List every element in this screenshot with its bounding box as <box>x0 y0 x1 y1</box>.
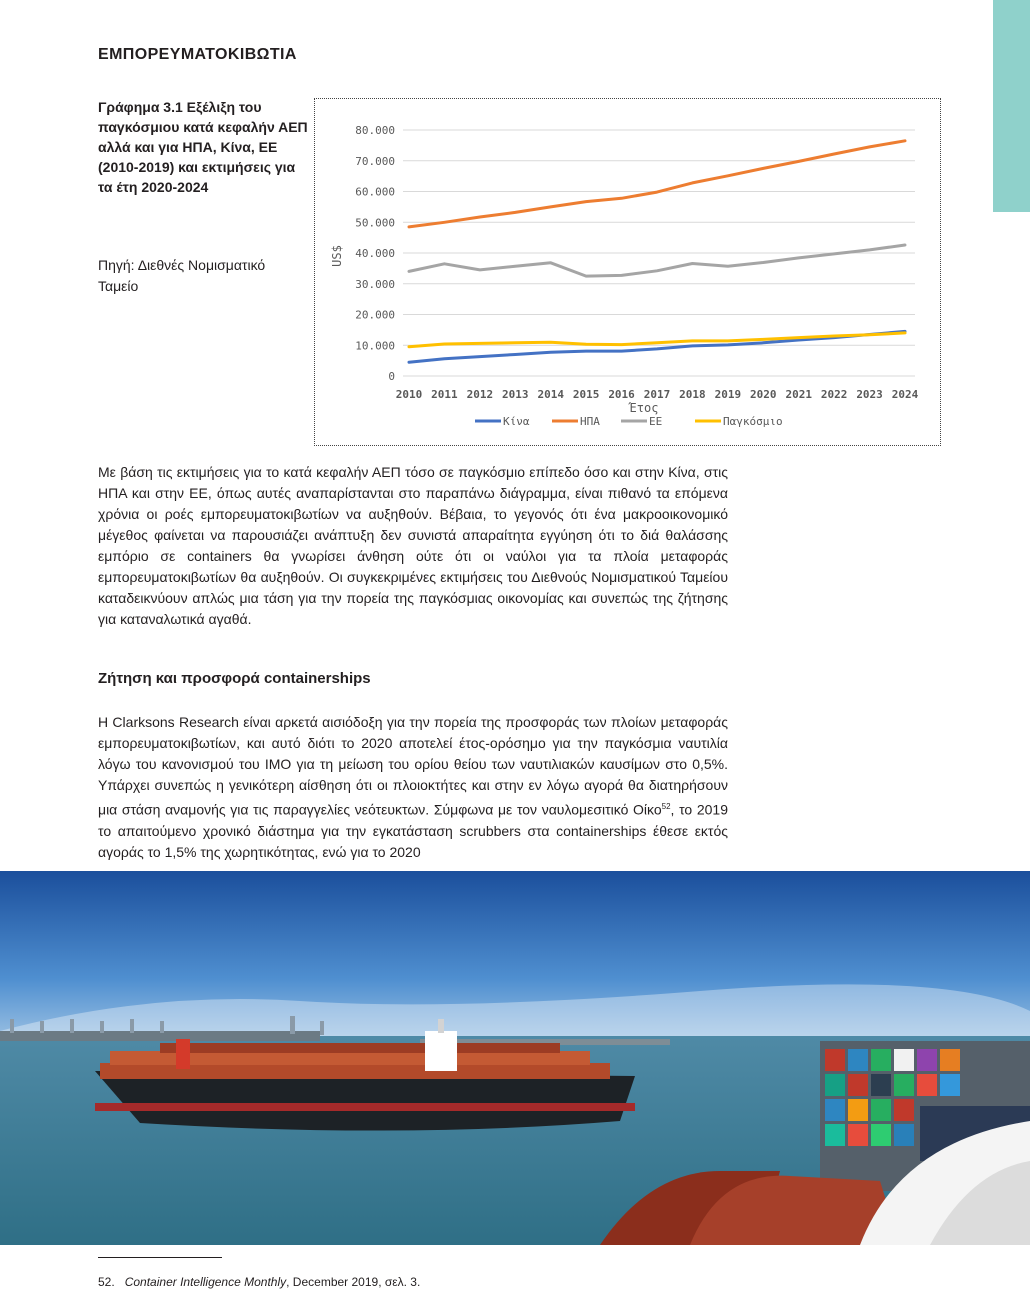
subheading: Ζήτηση και προσφορά containerships <box>98 670 371 687</box>
x-tick-label: 2019 <box>714 388 742 401</box>
x-tick-label: 2020 <box>750 388 777 401</box>
figure-source: Πηγή: Διεθνές Νομισματικό Ταμείο <box>98 257 266 294</box>
footnote-rest: , December 2019, σελ. 3. <box>286 1275 421 1289</box>
paragraph-2 <box>98 712 728 863</box>
y-tick-label: 30.000 <box>355 277 395 291</box>
y-tick-label: 10.000 <box>355 339 395 353</box>
y-tick-label: 40.000 <box>355 247 395 260</box>
x-tick-label: 2016 <box>608 388 635 401</box>
x-tick-label: 2011 <box>431 388 458 401</box>
section-title: ΕΜΠΟΡΕΥΜΑΤΟΚΙΒΩΤΙΑ <box>98 46 297 63</box>
y-tick-label: 20.000 <box>355 308 395 322</box>
x-tick-label: 2024 <box>891 388 919 401</box>
y-axis-title: US$ <box>330 245 344 267</box>
series-line-ΕΕ <box>409 245 905 276</box>
series-line-ΗΠΑ <box>409 141 905 227</box>
figure-caption: Γράφημα 3.1 Εξέλιξη του παγκόσμιου κατά κεφαλήν ΑΕΠ αλλά και για ΗΠΑ, Κίνα, ΕΕ (2010-2019) και εκτιμήσεις για τα έτη 2020-2024 <box>98 99 308 195</box>
chart-frame <box>314 98 941 446</box>
paragraph-2-part-a: Η Clarksons Research είναι αρκετά αισιόδοξη για την πορεία της προσφοράς των πλοίων μεταφοράς εμπορευματοκιβωτίων, και αυτό διότι το 2020 αποτελεί έτος-ορόσημο για την παγκόσμια ναυτιλία λόγω του κανονισμού του IMO για τη μείωση του ορίου θείου των ναυτιλιακών καυσίμων στο 0,5%. Υπάρχει συνεπώς η γενικότερη αίσθηση ότι οι πλοιοκτήτες και στην εν λόγω αγορά θα διατηρήσουν μια στάση αναμονής για τις παραγγελίες νεότευκτων. Σύμφωνα με τον ναυλομεσιτικό Οίκο <box>98 714 728 818</box>
port-photo <box>0 871 1030 1245</box>
x-axis-title: Έτος <box>629 401 659 415</box>
x-tick-label: 2017 <box>643 388 671 401</box>
footnote-number: 52. <box>98 1275 115 1289</box>
paragraph-1: Με βάση τις εκτιμήσεις για το κατά κεφαλήν ΑΕΠ τόσο σε παγκόσμιο επίπεδο όσο και στην Κίνα, στις ΗΠΑ και στην ΕΕ, όπως αυτές αναπαρίστανται στο παραπάνω διάγραμμα, είναι πιθανό τα επόμενα χρόνια οι ροές εμπορευματοκιβωτίων να αυξηθούν. Βέβαια, το γεγονός ότι ένα μακροοικονομικό μέγεθος φαίνεται να παρουσιάζει ανάπτυξη δεν συνιστά απαραίτητα εγγύηση ότι το διά θαλάσσης εμπόριο σε containers θα γνωρίσει άνθηση ούτε ότι οι ναύλοι για τα πλοία μεταφοράς εμπορευματοκιβωτίων θα αυξηθούν. Οι συγκεκριμένες εκτιμήσεις του Διεθνούς Νομισματικού Ταμείου καταδεικνύουν απλώς μια τάση για την πορεία της παγκόσμιας οικονομίας και συνεπώς της ζήτησης για καταναλωτικά αγαθά. <box>98 464 728 627</box>
chapter-tab <box>993 0 1030 212</box>
y-tick-label: 80.000 <box>355 124 395 137</box>
x-tick-label: 2012 <box>466 388 494 401</box>
gdp-line-chart <box>315 99 939 444</box>
x-tick-label: 2022 <box>820 388 848 401</box>
footnote <box>98 1275 420 1289</box>
y-tick-label: 0 <box>388 370 395 383</box>
series-line-Παγκόσμιο <box>409 333 905 347</box>
x-tick-label: 2021 <box>785 388 812 401</box>
x-tick-label: 2015 <box>572 388 600 401</box>
legend-label: ΕΕ <box>649 415 663 428</box>
legend-label: ΗΠΑ <box>580 415 600 428</box>
x-tick-label: 2018 <box>679 388 706 401</box>
footnote-rule <box>98 1257 222 1258</box>
x-tick-label: 2010 <box>395 388 423 401</box>
footnote-ref: 52 <box>661 802 671 811</box>
footnote-journal: Container Intelligence Monthly <box>124 1275 287 1289</box>
paragraph-2-part-b: , το 2019 το απαιτούμενο χρονικό διάστημα για την εγκατάσταση scrubbers στα containerships έθεσε εκτός αγοράς το 1,5% της χωρητικότητας, ενώ για το 2020 <box>98 801 728 860</box>
x-tick-label: 2013 <box>502 388 529 401</box>
y-tick-label: 70.000 <box>355 154 395 168</box>
legend-label: Κίνα <box>503 415 530 428</box>
y-tick-label: 50.000 <box>355 216 395 230</box>
legend-label: Παγκόσμιο <box>723 415 783 428</box>
x-tick-label: 2023 <box>856 388 883 401</box>
y-tick-label: 60.000 <box>355 185 395 199</box>
x-tick-label: 2014 <box>537 388 564 401</box>
